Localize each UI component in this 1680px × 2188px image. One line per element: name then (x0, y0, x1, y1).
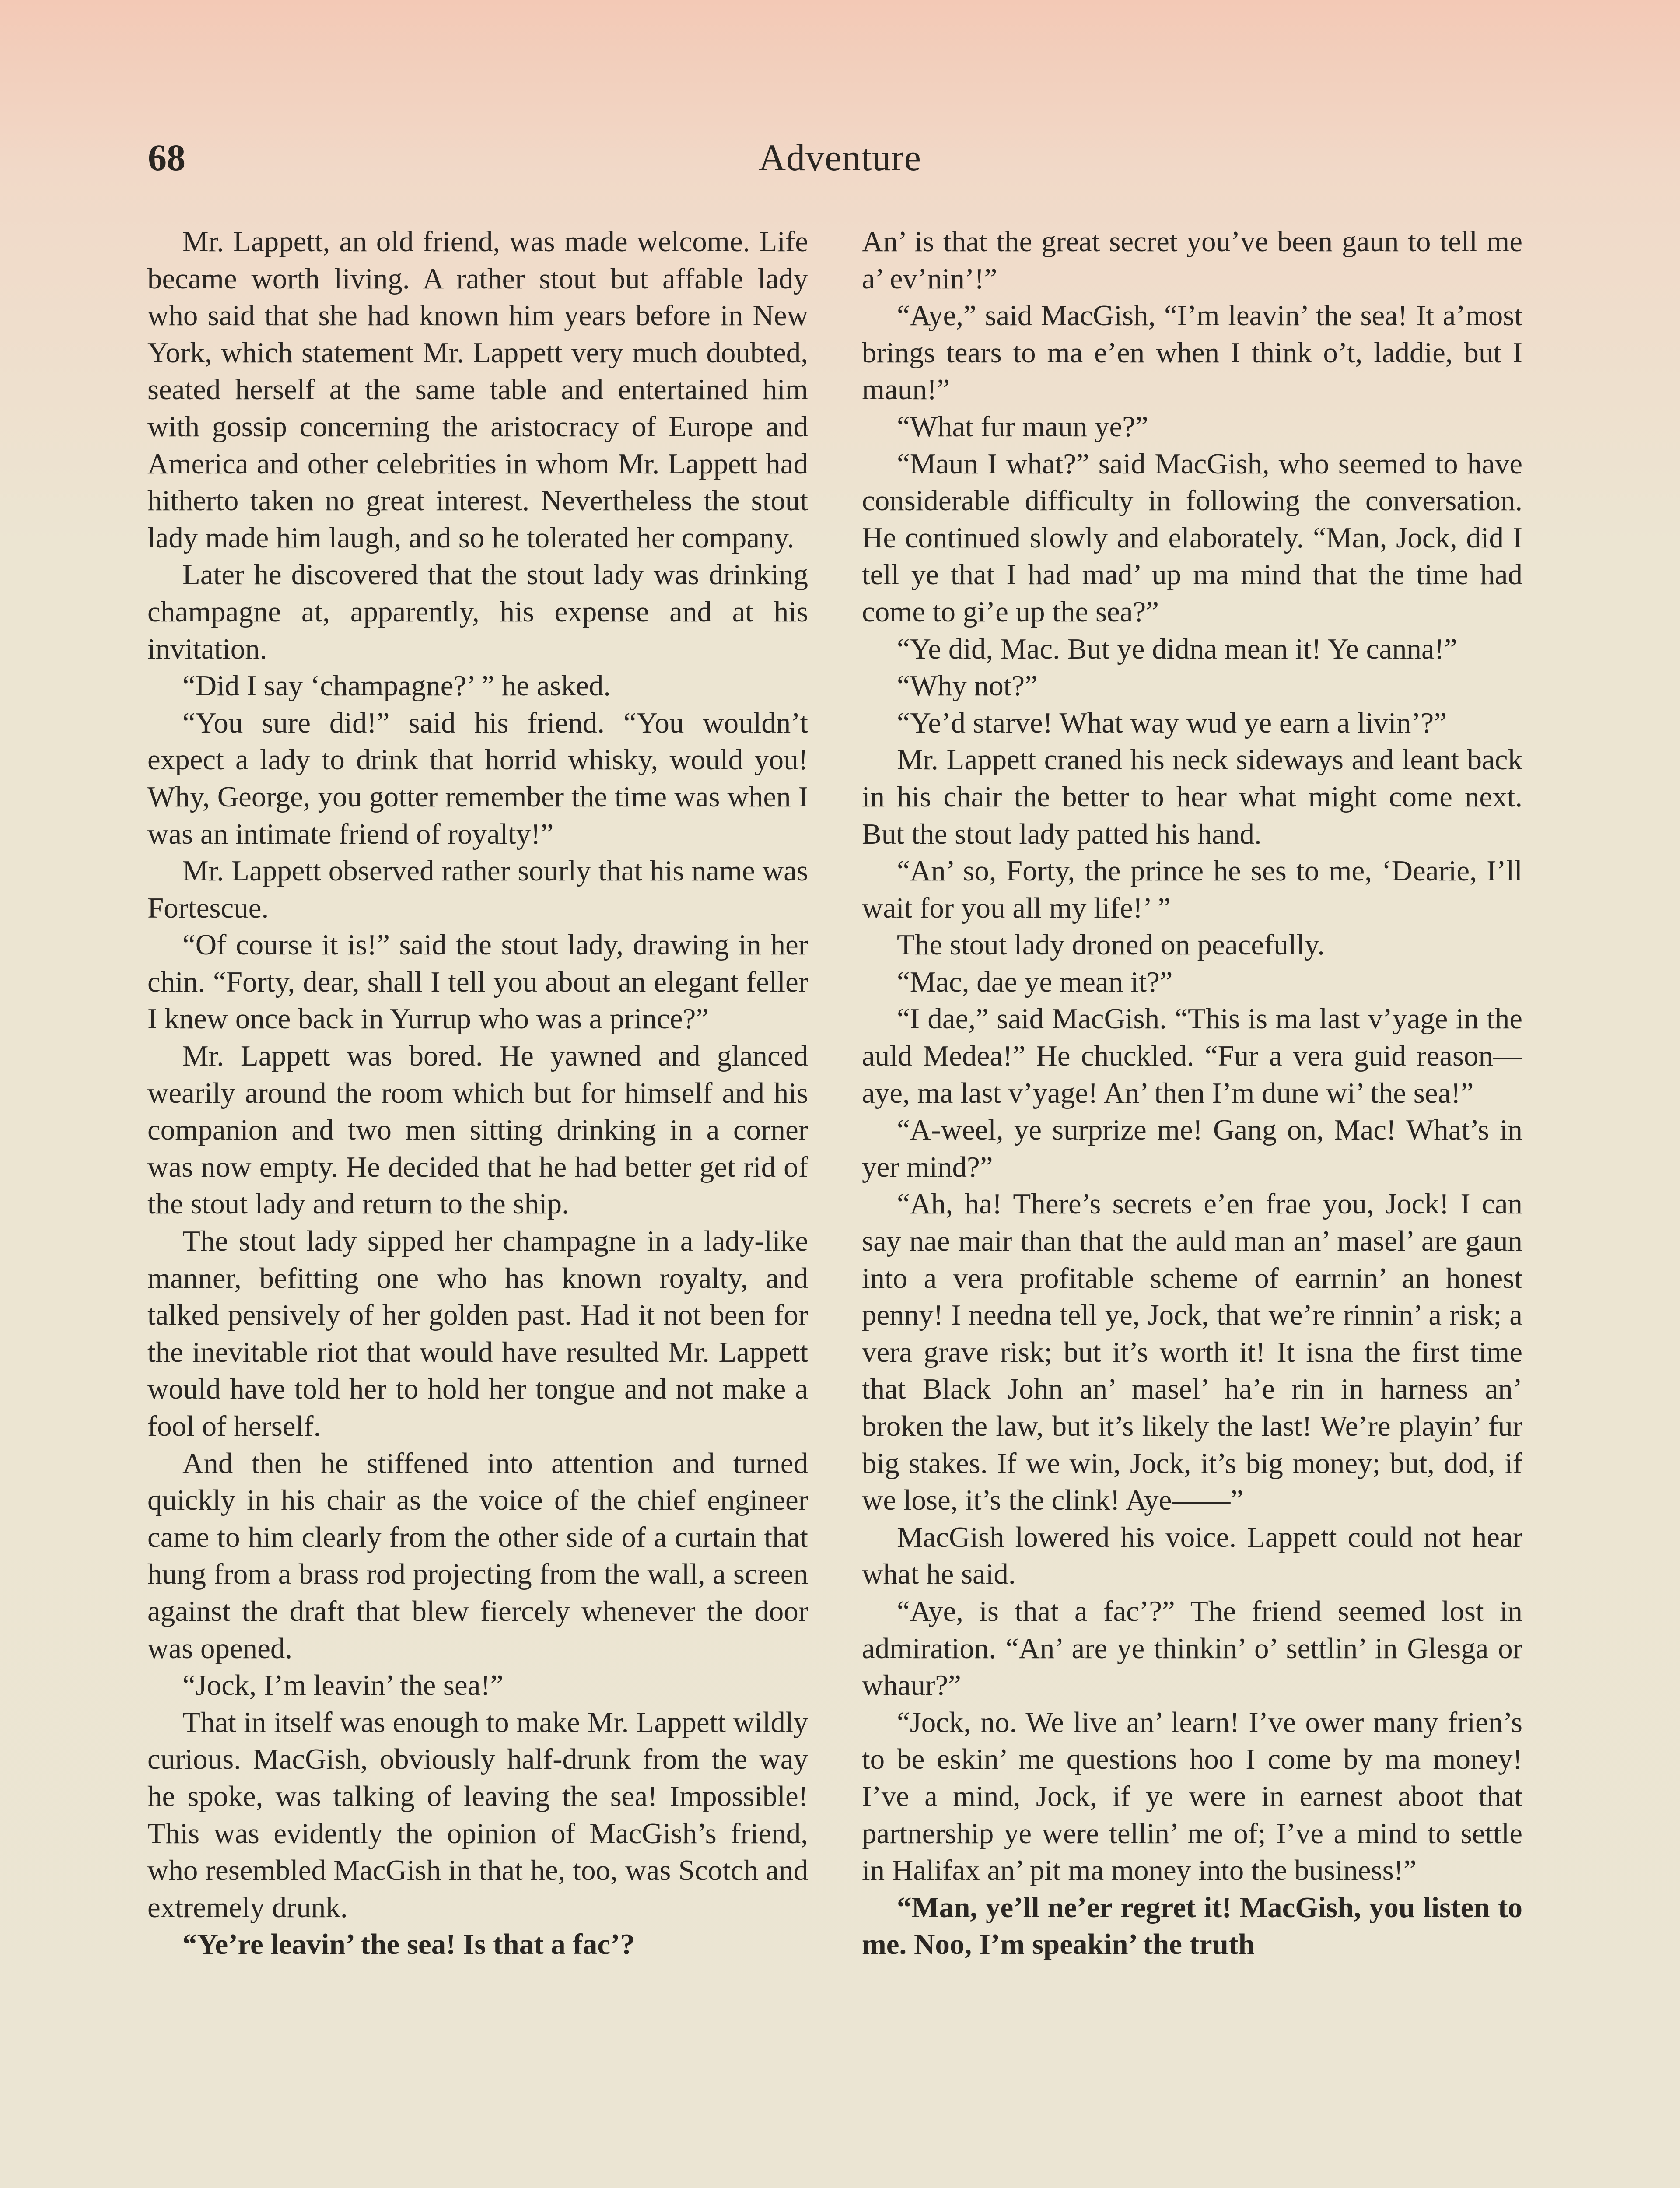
paragraph: “Ye’d starve! What way wud ye earn a livin’?” (897, 706, 1447, 739)
paragraph: “Maun I what?” said MacGish, who seemed to have considerable difficulty in following the conversation. He continued slowly and elaborately. “Man, Jock, did I tell ye that I had mad’ up ma mind that the time had come to gi’e up the sea?” (862, 447, 1522, 628)
paragraph: “Aye,” said MacGish, “I’m leavin’ the sea! It a’most brings tears to ma e’en when I think o’t, laddie, but I maun!” (862, 299, 1522, 406)
paragraph: Mr. Lappett, an old friend, was made welcome. Life became worth living. A rather stout but affable lady who said that she had known him years before in New York, which statement Mr. Lappett very much doubted, seated herself at the same table and entertained him with gossip concerning the aristocracy of Europe and America and other celebrities in whom Mr. Lappett had hitherto taken no great interest. Nevertheless the stout lady made him laugh, and so he tolerated her company. (147, 225, 808, 554)
paragraph: “What fur maun ye?” (897, 410, 1148, 443)
paragraph: “A-weel, ye surprize me! Gang on, Mac! What’s in yer mind?” (862, 1114, 1522, 1183)
right-column (862, 223, 1522, 2188)
paragraph: The stout lady droned on peacefully. (897, 929, 1325, 961)
paragraph: “Ye did, Mac. But ye didna mean it! Ye canna!” (897, 632, 1457, 665)
paragraph: Mr. Lappett was bored. He yawned and glanced wearily around the room which but for himself and his companion and two men sitting drinking in a corner was now empty. He decided that he had better get rid of the stout lady and return to the ship. (147, 1040, 808, 1220)
paragraph: That in itself was enough to make Mr. Lappett wildly curious. MacGish, obviously half-drunk from the way he spoke, was talking of leaving the sea! Impossible! This was evidently the opinion of MacGish’s friend, who resembled MacGish in that he, too, was Scotch and extremely drunk. (147, 1706, 808, 1924)
paragraph: Mr. Lappett observed rather sourly that his name was Fortescue. (147, 855, 808, 924)
paragraph: “Jock, no. We live an’ learn! I’ve ower many frien’s to be eskin’ me questions hoo I come by ma money! I’ve a mind, Jock, if ye were in earnest aboot that partnership ye were tellin’ me of; I’ve a mind to settle in Halifax an’ pit ma money into the business!” (862, 1706, 1522, 1887)
paragraph: “Of course it is!” said the stout lady, drawing in her chin. “Forty, dear, shall I tell you about an elegant feller I knew once back in Yurrup who was a prince?” (147, 929, 808, 1035)
paragraph: “Why not?” (897, 670, 1038, 702)
left-column (147, 223, 808, 2188)
paragraph: “Did I say ‘champagne?’ ” he asked. (182, 670, 611, 702)
paragraph: Mr. Lappett craned his neck sideways and leant back in his chair the better to hear what might come next. But the stout lady patted his hand. (862, 743, 1522, 850)
page-number: 68 (148, 137, 186, 179)
paragraph: Later he discovered that the stout lady was drinking champagne at, apparently, his expense and at his invitation. (147, 558, 808, 665)
paragraph: MacGish lowered his voice. Lappett could not hear what he said. (862, 1521, 1522, 1591)
paragraph: “Aye, is that a fac’?” The friend seemed lost in admiration. “An’ are ye thinkin’ o’ settlin’ in Glesga or whaur?” (862, 1595, 1522, 1702)
paragraph: “You sure did!” said his friend. “You wouldn’t expect a lady to drink that horrid whisky, would you! Why, George, you gotter remember the time was when I was an intimate friend of royalty!” (147, 706, 808, 850)
paragraph: And then he stiffened into attention and turned quickly in his chair as the voice of the chief engineer came to him clearly from the other side of a curtain that hung from a brass rod projecting from the wall, a screen against the draft that blew fiercely whenever the door was opened. (147, 1447, 808, 1665)
paragraph: The stout lady sipped her champagne in a lady-like manner, befitting one who has known royalty, and talked pensively of her golden past. Had it not been for the inevitable riot that would have resulted Mr. Lappett would have told her to hold her tongue and not make a fool of herself. (147, 1225, 808, 1442)
paragraph-continued: An’ is that the great secret you’ve been gaun to tell me a’ ev’nin’!” (862, 225, 1522, 295)
page-header (144, 125, 1536, 190)
paragraph: “Man, ye’ll ne’er regret it! MacGish, you listen to me. Noo, I’m speakin’ the truth (862, 1891, 1522, 1961)
paragraph: “Mac, dae ye mean it?” (897, 965, 1173, 998)
paragraph: “Ah, ha! There’s secrets e’en frae you, Jock! I can say nae mair than that the auld man an’ masel’ are gaun into a vera profitable scheme of earrnin’ an honest penny! I needna tell ye, Jock, that we’re rinnin’ a risk; a vera grave risk; but it’s worth it! It isna the first time that Black John an’ masel’ ha’e rin in harness an’ broken the law, but it’s likely the last! We’re playin’ fur big stakes. If we win, Jock, it’s big money; but, dod, if we lose, it’s the clink! Aye——” (862, 1188, 1522, 1517)
paragraph: “Ye’re leavin’ the sea! Is that a fac’? (182, 1928, 635, 1961)
paragraph: “An’ so, Forty, the prince he ses to me, ‘Dearie, I’ll wait for you all my life!’ ” (862, 855, 1522, 924)
running-head: Adventure (759, 137, 921, 179)
paragraph: “Jock, I’m leavin’ the sea!” (182, 1669, 504, 1702)
paragraph: “I dae,” said MacGish. “This is ma last v’yage in the auld Medea!” He chuckled. “Fur a vera guid reason—aye, ma last v’yage! An’ then I’m dune wi’ the sea!” (862, 1003, 1522, 1109)
